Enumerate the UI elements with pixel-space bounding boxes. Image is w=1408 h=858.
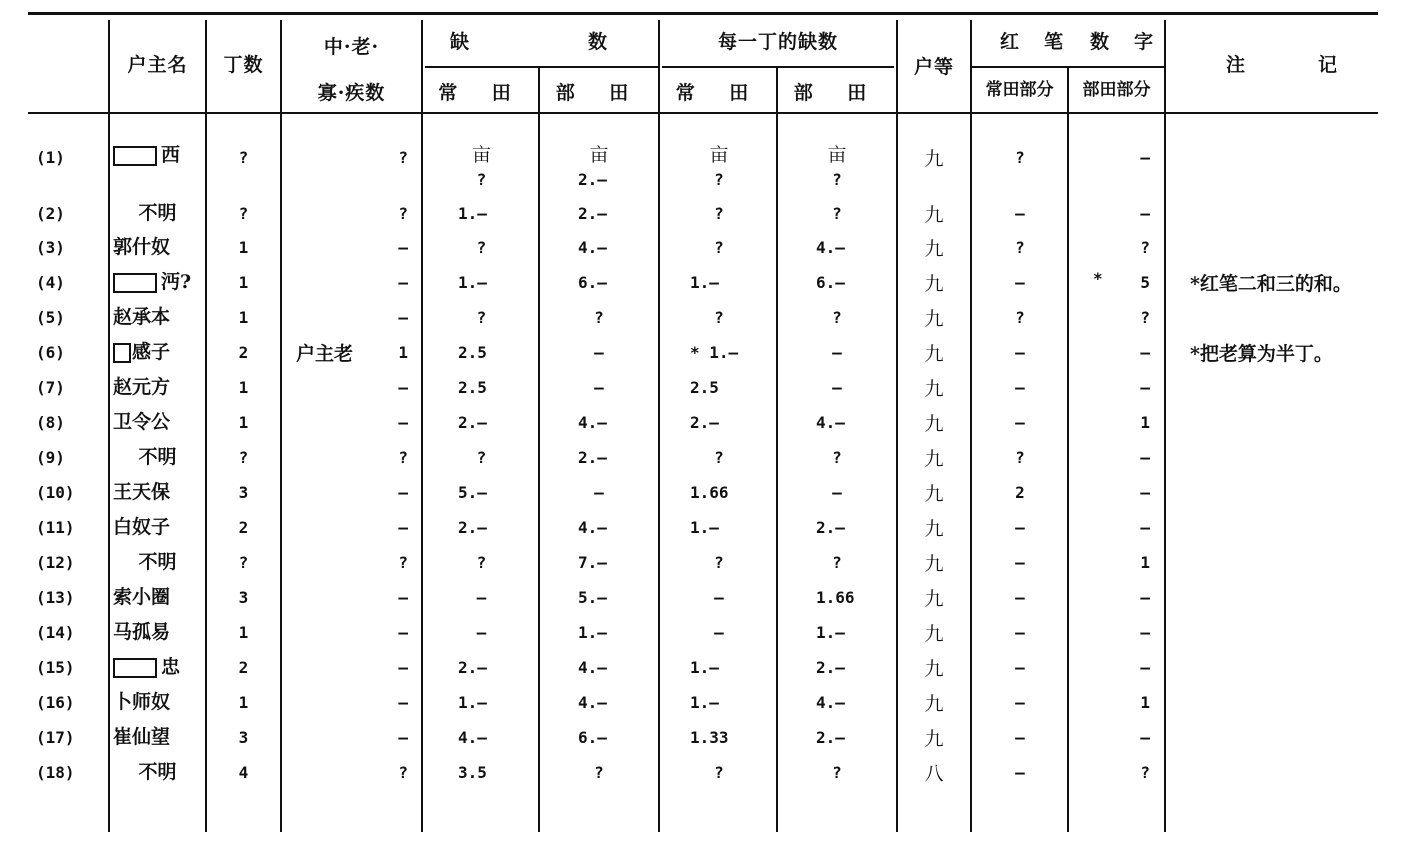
adults-count: 1 xyxy=(238,623,249,642)
household-grade: 九 xyxy=(924,343,944,365)
missing-duty: 4.— xyxy=(578,238,607,257)
red-regular: — xyxy=(1015,413,1025,432)
red-regular: — xyxy=(1015,728,1025,747)
red-regular: — xyxy=(1015,343,1025,362)
header-missing-2: 数 xyxy=(587,31,608,53)
red-duty: 1 xyxy=(1140,413,1150,432)
red-regular: ? xyxy=(1015,148,1025,167)
red-duty: — xyxy=(1140,623,1150,642)
status-count: — xyxy=(398,658,408,677)
row-index: (14) xyxy=(36,623,75,642)
per-adult-duty: — xyxy=(832,378,842,397)
per-adult-duty: 1.66 xyxy=(816,588,855,607)
missing-regular: 2.— xyxy=(458,518,487,537)
header-bottom-rule xyxy=(28,112,1378,114)
red-duty: — xyxy=(1140,343,1150,362)
header-notes-2: 记 xyxy=(1318,54,1339,76)
missing-regular: 3.5 xyxy=(458,763,487,782)
owner-name xyxy=(110,204,205,223)
adults-count: ? xyxy=(238,448,249,467)
red-regular: — xyxy=(1015,378,1025,397)
owner-name xyxy=(110,763,205,782)
red-duty-asterisk: * xyxy=(1093,269,1103,288)
household-grade: 九 xyxy=(924,518,944,540)
missing-regular: 2.5 xyxy=(458,378,487,397)
header-red-4: 字 xyxy=(1134,31,1155,53)
red-regular: — xyxy=(1015,623,1025,642)
household-grade: 九 xyxy=(924,148,944,170)
row-index: (9) xyxy=(36,448,65,467)
per-adult-duty: 2.— xyxy=(816,728,845,747)
adults-count: 1 xyxy=(238,378,249,397)
adults-count: 4 xyxy=(238,763,249,782)
owner-name xyxy=(113,273,191,293)
owner-name xyxy=(110,553,205,572)
missing-duty: — xyxy=(594,483,604,502)
red-regular: 2 xyxy=(1015,483,1025,502)
missing-regular: 2.— xyxy=(458,413,487,432)
header-red-3: 数 xyxy=(1090,31,1111,53)
owner-name-text: 卜师奴 xyxy=(113,691,171,713)
owner-name-text: 崔仙望 xyxy=(113,726,171,748)
owner-name xyxy=(113,146,180,166)
missing-duty: 4.— xyxy=(578,413,607,432)
missing-duty: 2.— xyxy=(578,170,607,189)
red-regular: — xyxy=(1015,553,1025,572)
red-duty: ? xyxy=(1140,308,1150,327)
missing-duty: 4.— xyxy=(578,658,607,677)
owner-name-text: 王天保 xyxy=(113,481,171,503)
status-count: — xyxy=(398,623,408,642)
adults-count: 1 xyxy=(238,238,249,257)
missing-regular: — xyxy=(476,623,487,642)
missing-regular: 2.5 xyxy=(458,343,487,362)
owner-name-text: 马孤易 xyxy=(113,621,171,643)
missing-duty: ? xyxy=(594,308,604,327)
row-index: (3) xyxy=(36,238,65,257)
adults-count: 1 xyxy=(238,308,249,327)
missing-duty: 5.— xyxy=(578,588,607,607)
red-duty: — xyxy=(1140,518,1150,537)
per-adult-duty: 4.— xyxy=(816,693,845,712)
missing-regular: 1.— xyxy=(458,204,487,223)
household-grade: 八 xyxy=(924,763,944,785)
status-count: ? xyxy=(398,204,408,223)
per-adult-subrule xyxy=(662,66,894,68)
row-index: (13) xyxy=(36,588,75,607)
per-adult-duty: — xyxy=(832,483,842,502)
header-grade: 户等 xyxy=(913,56,954,78)
owner-name xyxy=(113,308,170,327)
per-adult-regular: ? xyxy=(714,170,724,189)
header-red-regular: 常田部分 xyxy=(985,80,1054,100)
owner-name-text: 感子 xyxy=(132,341,171,363)
per-adult-duty: 2.— xyxy=(816,658,845,677)
status-count: — xyxy=(398,518,408,537)
owner-name-text: 不明 xyxy=(138,761,177,783)
red-duty: — xyxy=(1140,483,1150,502)
per-adult-regular: * 1.— xyxy=(690,343,739,362)
per-adult-duty: 1.— xyxy=(816,623,845,642)
household-grade: 九 xyxy=(924,273,944,295)
per-adult-regular: 2.5 xyxy=(690,378,719,397)
missing-regular: 2.— xyxy=(458,658,487,677)
adults-count: 1 xyxy=(238,413,249,432)
household-grade: 九 xyxy=(924,553,944,575)
household-grade: 九 xyxy=(924,413,944,435)
owner-name xyxy=(113,693,170,712)
household-grade: 九 xyxy=(924,448,944,470)
owner-name-text: 卫令公 xyxy=(113,411,171,433)
red-regular: — xyxy=(1015,658,1025,677)
red-regular: ? xyxy=(1015,448,1025,467)
row-index: (11) xyxy=(36,518,75,537)
owner-name xyxy=(113,623,170,642)
owner-name xyxy=(110,448,205,467)
household-grade: 九 xyxy=(924,378,944,400)
missing-regular: ? xyxy=(476,553,487,572)
owner-name-text: 赵承本 xyxy=(113,306,171,328)
row-index: (6) xyxy=(36,343,65,362)
header-miss-regular: 常 田 xyxy=(438,82,525,104)
per-adult-duty: ? xyxy=(832,308,842,327)
row-index: (7) xyxy=(36,378,65,397)
missing-duty: 4.— xyxy=(578,518,607,537)
owner-name xyxy=(113,658,180,678)
red-duty: 1 xyxy=(1140,553,1150,572)
lacuna-box xyxy=(113,146,157,166)
per-adult-duty: 4.— xyxy=(816,238,845,257)
header-missing-1: 缺 xyxy=(449,31,470,53)
row-index: (18) xyxy=(36,763,75,782)
adults-count: ? xyxy=(238,553,249,572)
adults-count: ? xyxy=(238,204,249,223)
per-adult-regular: 1.— xyxy=(690,658,719,677)
status-count: — xyxy=(398,728,408,747)
missing-regular: ? xyxy=(476,170,487,189)
status-count: — xyxy=(398,238,408,257)
header-per-adult: 每一丁的缺数 xyxy=(717,31,838,53)
red-duty: — xyxy=(1140,378,1150,397)
header-per-duty: 部 田 xyxy=(793,82,881,104)
header-red-1: 红 xyxy=(1000,31,1021,53)
owner-name xyxy=(113,238,170,257)
adults-count: 2 xyxy=(238,518,249,537)
adults-count: 3 xyxy=(238,483,249,502)
per-adult-regular: — xyxy=(714,588,724,607)
owner-name-text: 不明 xyxy=(138,551,177,573)
missing-regular: ? xyxy=(476,308,487,327)
header-red-2: 笔 xyxy=(1044,31,1065,53)
unit-miss-regular: 亩 xyxy=(471,144,491,166)
per-adult-regular: 1.— xyxy=(690,273,719,292)
red-regular: — xyxy=(1015,204,1025,223)
status-label: 户主老 xyxy=(296,343,354,365)
household-grade: 九 xyxy=(924,588,944,610)
row-index: (10) xyxy=(36,483,75,502)
missing-subrule xyxy=(425,66,658,68)
adults-count: 3 xyxy=(238,728,249,747)
header-status-top: 中·老· xyxy=(323,36,380,58)
adults-count: ? xyxy=(238,148,249,167)
vrule-name-left xyxy=(108,20,110,832)
header-owner: 户主名 xyxy=(127,54,188,76)
adults-count: 1 xyxy=(238,273,249,292)
per-adult-regular: ? xyxy=(714,448,724,467)
status-count: ? xyxy=(398,448,408,467)
owner-name-text: 沔? xyxy=(161,271,192,293)
status-count: — xyxy=(398,378,408,397)
row-index: (15) xyxy=(36,658,75,677)
row-index: (1) xyxy=(36,148,65,167)
missing-duty: — xyxy=(594,378,604,397)
owner-name-text: 白奴子 xyxy=(113,516,171,538)
row-note: *红笔二和三的和。 xyxy=(1190,273,1352,295)
missing-duty: 6.— xyxy=(578,273,607,292)
red-duty: — xyxy=(1140,448,1150,467)
per-adult-regular: ? xyxy=(714,553,724,572)
red-regular: — xyxy=(1015,273,1025,292)
unit-miss-duty: 亩 xyxy=(589,144,609,166)
per-adult-regular: 1.66 xyxy=(690,483,729,502)
owner-name xyxy=(113,413,170,432)
red-duty: ? xyxy=(1140,238,1150,257)
owner-name xyxy=(113,483,170,502)
vrule-red-mid xyxy=(1067,66,1069,832)
per-adult-duty: 4.— xyxy=(816,413,845,432)
red-duty: — xyxy=(1140,588,1150,607)
red-regular: — xyxy=(1015,763,1025,782)
owner-name xyxy=(113,518,170,537)
vrule-grade-right xyxy=(970,20,972,832)
unit-per-duty: 亩 xyxy=(827,144,847,166)
household-grade: 九 xyxy=(924,204,944,226)
red-regular: ? xyxy=(1015,238,1025,257)
per-adult-duty: ? xyxy=(832,170,842,189)
owner-name-text: 赵元方 xyxy=(113,376,171,398)
household-grade: 九 xyxy=(924,308,944,330)
per-adult-duty: — xyxy=(832,343,842,362)
row-index: (4) xyxy=(36,273,65,292)
owner-name xyxy=(113,343,170,363)
per-adult-regular: 1.— xyxy=(690,693,719,712)
status-count: — xyxy=(398,308,408,327)
header-status-bottom: 寡·疾数 xyxy=(317,82,386,104)
status-count: — xyxy=(398,273,408,292)
red-regular: ? xyxy=(1015,308,1025,327)
adults-count: 2 xyxy=(238,658,249,677)
owner-name xyxy=(113,588,170,607)
vrule-adults-right xyxy=(280,20,282,832)
red-duty: — xyxy=(1140,204,1150,223)
owner-name xyxy=(113,378,170,397)
per-adult-regular: 1.— xyxy=(690,518,719,537)
per-adult-duty: ? xyxy=(832,553,842,572)
row-index: (2) xyxy=(36,204,65,223)
row-index: (8) xyxy=(36,413,65,432)
per-adult-duty: ? xyxy=(832,204,842,223)
lacuna-box xyxy=(113,273,157,293)
header-per-regular: 常 田 xyxy=(675,82,763,104)
red-duty: — xyxy=(1140,658,1150,677)
per-adult-duty: ? xyxy=(832,448,842,467)
red-regular: — xyxy=(1015,588,1025,607)
household-grade: 九 xyxy=(924,658,944,680)
missing-duty: ? xyxy=(594,763,604,782)
household-grade: 九 xyxy=(924,728,944,750)
missing-regular: 1.— xyxy=(458,693,487,712)
row-index: (17) xyxy=(36,728,75,747)
header-red-duty: 部田部分 xyxy=(1082,80,1151,100)
lacuna-box xyxy=(113,658,157,678)
per-adult-regular: ? xyxy=(714,308,724,327)
missing-duty: 6.— xyxy=(578,728,607,747)
status-count: — xyxy=(398,483,408,502)
owner-name-text: 不明 xyxy=(138,446,177,468)
missing-duty: — xyxy=(594,343,604,362)
household-grade: 九 xyxy=(924,693,944,715)
missing-duty: 4.— xyxy=(578,693,607,712)
status-count: ? xyxy=(398,148,408,167)
status-count: — xyxy=(398,588,408,607)
top-rule xyxy=(28,12,1378,15)
per-adult-duty: 2.— xyxy=(816,518,845,537)
status-count: — xyxy=(398,693,408,712)
missing-regular: 4.— xyxy=(458,728,487,747)
owner-name-text: 不明 xyxy=(138,202,177,224)
vrule-status-right xyxy=(421,20,423,832)
red-regular: — xyxy=(1015,693,1025,712)
missing-regular: — xyxy=(476,588,487,607)
missing-regular: 1.— xyxy=(458,273,487,292)
vrule-miss-mid xyxy=(538,66,540,832)
header-notes-1: 注 xyxy=(1226,54,1247,76)
owner-name-text: 西 xyxy=(161,144,181,166)
row-note: *把老算为半丁。 xyxy=(1190,343,1333,365)
per-adult-regular: ? xyxy=(714,204,724,223)
missing-duty: 7.— xyxy=(578,553,607,572)
household-grade: 九 xyxy=(924,238,944,260)
missing-duty: 1.— xyxy=(578,623,607,642)
per-adult-duty: ? xyxy=(832,763,842,782)
red-duty: — xyxy=(1140,148,1150,167)
missing-duty: 2.— xyxy=(578,204,607,223)
per-adult-regular: — xyxy=(714,623,724,642)
household-grade: 九 xyxy=(924,483,944,505)
per-adult-duty: 6.— xyxy=(816,273,845,292)
status-count: ? xyxy=(398,763,408,782)
owner-name xyxy=(113,728,170,747)
red-duty: — xyxy=(1140,728,1150,747)
household-grade: 九 xyxy=(924,623,944,645)
owner-name-text: 郭什奴 xyxy=(113,236,171,258)
header-adults: 丁数 xyxy=(223,54,264,76)
missing-duty: 2.— xyxy=(578,448,607,467)
owner-name-text: 索小圈 xyxy=(113,586,171,608)
vrule-miss-right xyxy=(658,20,660,832)
missing-regular: ? xyxy=(476,238,487,257)
red-regular: — xyxy=(1015,518,1025,537)
row-index: (12) xyxy=(36,553,75,572)
lacuna-box xyxy=(113,343,131,363)
adults-count: 1 xyxy=(238,693,249,712)
missing-regular: ? xyxy=(476,448,487,467)
status-count: — xyxy=(398,413,408,432)
vrule-red-right xyxy=(1164,20,1166,832)
per-adult-regular: ? xyxy=(714,763,724,782)
owner-name-text: 忠 xyxy=(161,656,181,678)
red-duty: 5 xyxy=(1140,273,1150,292)
per-adult-regular: 1.33 xyxy=(690,728,729,747)
header-miss-duty: 部 田 xyxy=(555,82,643,104)
red-duty: 1 xyxy=(1140,693,1150,712)
adults-count: 3 xyxy=(238,588,249,607)
row-index: (16) xyxy=(36,693,75,712)
missing-regular: 5.— xyxy=(458,483,487,502)
status-count: ? xyxy=(398,553,408,572)
per-adult-regular: ? xyxy=(714,238,724,257)
per-adult-regular: 2.— xyxy=(690,413,719,432)
red-duty: ? xyxy=(1140,763,1150,782)
adults-count: 2 xyxy=(238,343,249,362)
row-index: (5) xyxy=(36,308,65,327)
status-count: 1 xyxy=(398,343,408,362)
unit-per-regular: 亩 xyxy=(709,144,729,166)
